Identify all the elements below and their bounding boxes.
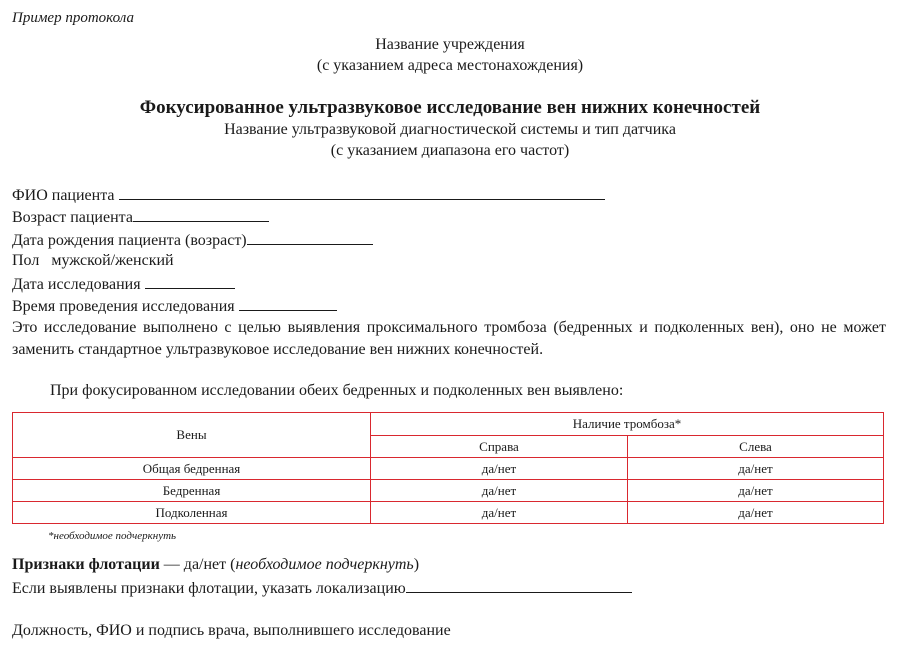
header-veins: Вены [13,413,371,458]
right-cell[interactable]: да/нет [371,502,628,524]
device-frequency-note: (с указанием диапазона его частот) [330,142,570,159]
right-cell[interactable]: да/нет [371,480,628,502]
left-cell[interactable]: да/нет [628,458,884,480]
field-birth-date [12,230,373,250]
field-exam-time [12,296,337,316]
vein-cell: Подколенная [13,502,371,524]
flotation-note: необходимое подчеркнуть [235,556,414,573]
header-right: Справа [371,436,628,458]
left-cell[interactable]: да/нет [628,480,884,502]
flotation-close: ) [413,556,420,573]
table-row [13,480,884,502]
flotation-localization-label: Если выявлены признаки флотации, указать локализацию [12,580,406,597]
flotation-value[interactable]: — да/нет ( [159,556,236,573]
field-patient-name-label: ФИО пациента [12,187,115,204]
institution-name: Название учреждения [375,36,525,53]
field-sex-options[interactable]: мужской/женский [51,252,174,269]
device-name: Название ультразвуковой диагностической системы и тип датчика [224,121,676,138]
signature-line: Должность, ФИО и подпись врача, выполнившего исследование [12,622,451,639]
birth-date-input-line[interactable] [247,230,373,245]
vein-cell: Бедренная [13,480,371,502]
disclaimer-paragraph: Это исследование выполнено с целью выявления проксимального тромбоза (бедренных и подколенных вен), оно не может заменить стандартное ультразвуковое исследование вен нижних конечностей. [12,319,886,358]
thrombosis-table [12,412,884,524]
left-cell[interactable]: да/нет [628,502,884,524]
document-title: Фокусированное ультразвуковое исследование вен нижних конечностей [139,97,761,118]
localization-input-line[interactable] [406,578,632,593]
field-exam-date [12,274,235,294]
field-patient-age [12,207,269,227]
flotation-label: Признаки флотации [12,556,160,573]
table-footnote: *необходимое подчеркнуть [48,530,177,542]
exam-date-input-line[interactable] [145,274,235,289]
header-left: Слева [628,436,884,458]
field-exam-date-label: Дата исследования [12,276,141,293]
flotation-localization [12,578,632,598]
vein-cell: Общая бедренная [13,458,371,480]
patient-name-input-line[interactable] [119,185,605,200]
field-patient-name [12,185,605,205]
flotation-line [12,556,419,574]
exam-time-input-line[interactable] [239,296,337,311]
field-sex [12,252,174,270]
patient-age-input-line[interactable] [133,207,269,222]
field-patient-age-label: Возраст пациента [12,209,133,226]
field-exam-time-label: Время проведения исследования [12,298,235,315]
right-cell[interactable]: да/нет [371,458,628,480]
finding-intro: При фокусированном исследовании обеих бедренных и подколенных вен выявлено: [50,382,624,399]
field-birth-date-label: Дата рождения пациента (возраст) [12,232,247,249]
header-thrombosis: Наличие тромбоза* [371,413,884,436]
table-row [13,502,884,524]
field-sex-label: Пол [12,252,40,269]
table-row [13,458,884,480]
institution-address-note: (с указанием адреса местонахождения) [316,57,584,74]
sample-label: Пример протокола [12,10,134,26]
